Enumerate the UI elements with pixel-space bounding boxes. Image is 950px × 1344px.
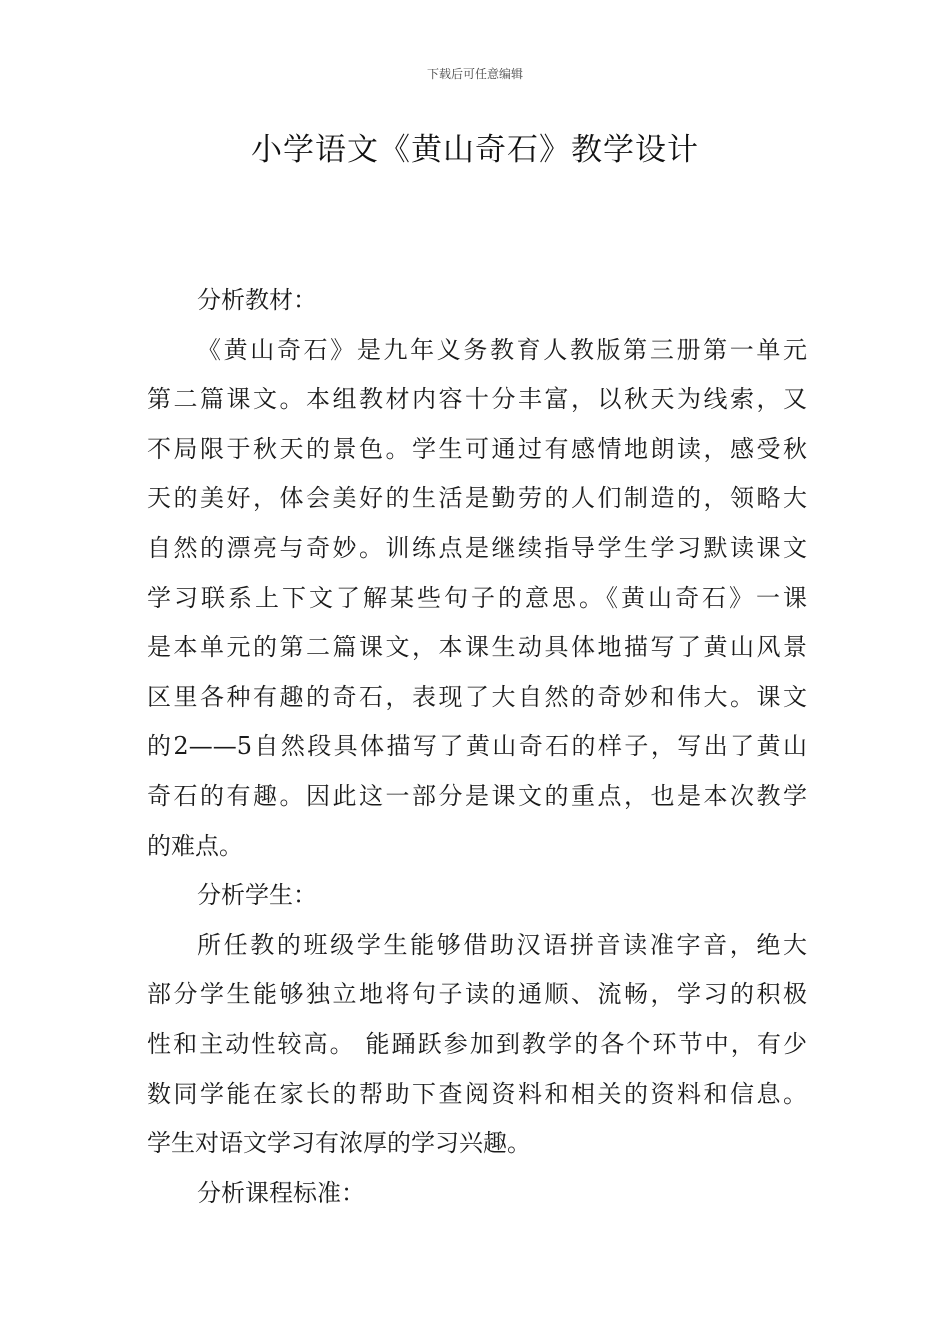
paragraph-line: 第二篇课文。本组教材内容十分丰富，以秋天为线索，又 [147,385,807,414]
paragraph-line: 部分学生能够独立地将句子读的通顺、流畅，学习的积极 [147,980,807,1009]
section-heading: 分析学生： [197,881,317,910]
paragraph-line: 自然的漂亮与奇妙。训练点是继续指导学生学习默读课文 [147,533,807,562]
section-heading: 分析教材： [197,286,317,314]
paragraph-line: 区里各种有趣的奇石，表现了大自然的奇妙和伟大。课文 [147,682,807,711]
paragraph-line: 性和主动性较高。 能踊跃参加到教学的各个环节中，有少 [147,1029,807,1058]
paragraph-line: 学生对语文学习有浓厚的学习兴趣。 [147,1129,531,1158]
paragraph-line: 所任教的班级学生能够借助汉语拼音读准字音，绝大 [197,930,807,959]
document-title: 小学语文《黄山奇石》教学设计 [251,132,699,168]
paragraph-line: 的2——5自然段具体描写了黄山奇石的样子，写出了黄山 [147,732,807,761]
paragraph-line: 不局限于秋天的景色。学生可通过有感情地朗读，感受秋 [147,434,807,463]
paragraph-line: 学习联系上下文了解某些句子的意思。《黄山奇石》一课 [147,583,807,612]
paragraph-line: 天的美好，体会美好的生活是勤劳的人们制造的，领略大 [147,484,807,513]
paragraph-line: 数同学能在家长的帮助下查阅资料和相关的资料和信息。 [147,1079,807,1108]
paragraph-line: 是本单元的第二篇课文，本课生动具体地描写了黄山风景 [147,633,807,662]
header-note: 下载后可任意编辑 [426,67,523,81]
paragraph-line: 《黄山奇石》是九年义务教育人教版第三册第一单元 [197,335,807,364]
paragraph-line: 奇石的有趣。因此这一部分是课文的重点，也是本次教学 [147,781,807,810]
section-heading: 分析课程标准： [197,1178,365,1207]
paragraph-line: 的难点。 [147,831,243,860]
document-body [147,276,807,1218]
